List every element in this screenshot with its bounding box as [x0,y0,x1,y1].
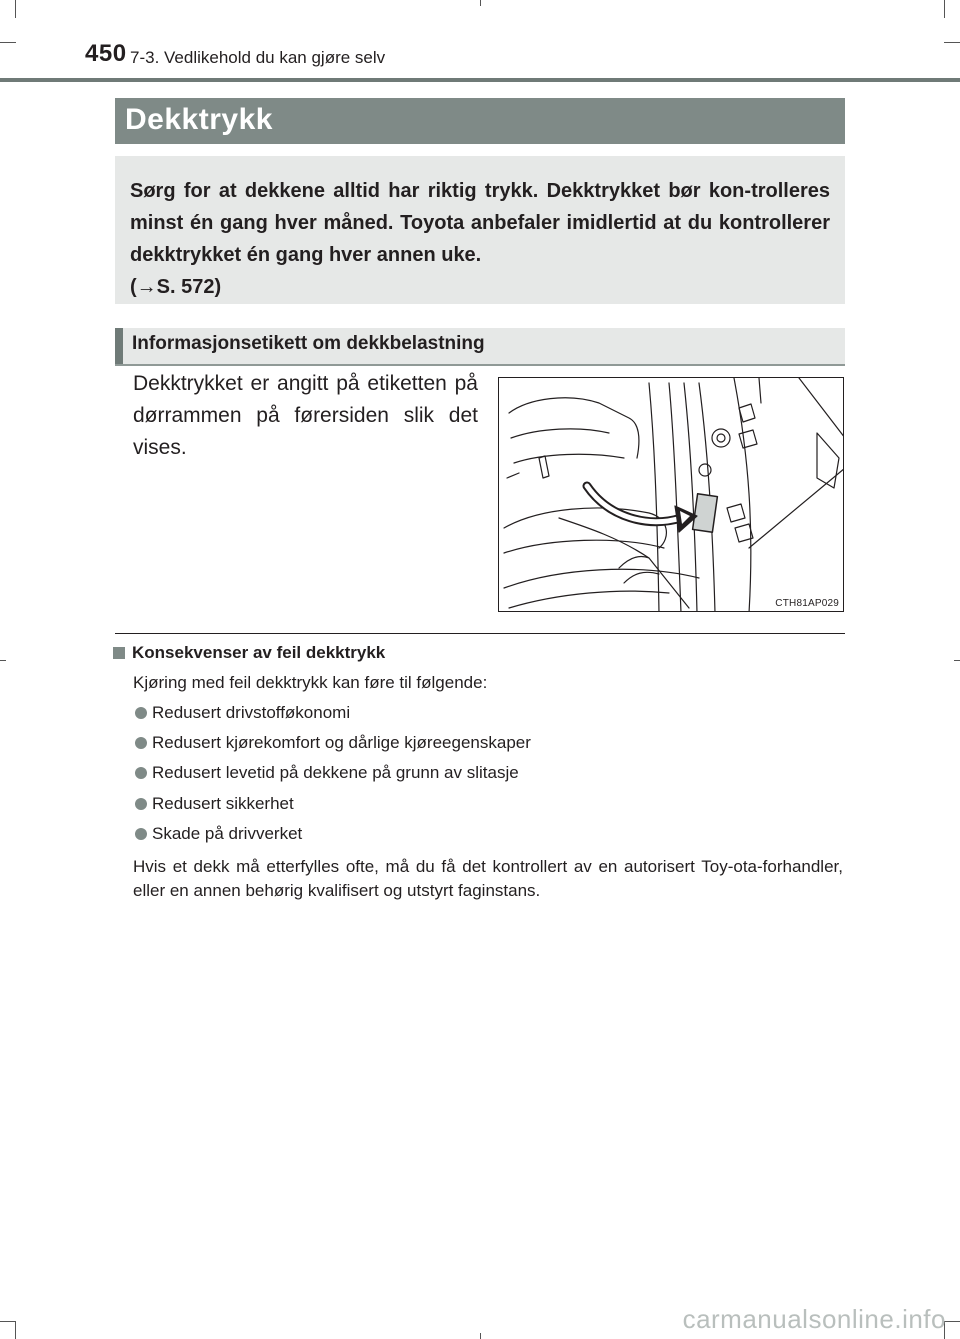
list-item-text: Skade på drivverket [152,824,303,843]
intro-text [130,175,830,303]
intro-box [115,156,845,304]
crop-mark [944,0,945,18]
list-item-text: Redusert drivstofføkonomi [152,703,351,722]
square-bullet-icon [113,647,125,659]
bullet-dot-icon [135,767,147,779]
list-item [135,733,531,753]
consequences-heading [113,643,385,663]
title-banner [115,98,845,144]
list-item-text: Redusert kjørekomfort og dårlige kjøreegenskaper [152,733,531,752]
crop-mark [15,0,16,18]
subsection-body: Dekktrykket er angitt på etiketten på dørrammen på førersiden slik det vises. [133,372,478,459]
crop-mark [480,1333,481,1339]
watermark: carmanualsonline.info [682,1304,946,1334]
subsection-heading [115,328,845,366]
section-header: 7-3. Vedlikehold du kan gjøre selv [130,48,386,67]
page-number: 450 [85,40,127,67]
heading-bar [115,328,123,364]
crop-mark [944,42,960,43]
crop-mark [0,42,16,43]
section-divider [115,633,845,634]
header-rule [0,78,960,82]
closing-paragraph: Hvis et dekk må etterfylles ofte, må du få det kontrollert av en autorisert Toy-ota-forhandler, eller en annen behørig kvalifisert og utstyrt faginstans. [133,857,843,900]
list-item [135,703,350,723]
list-item-text: Redusert levetid på dekkene på grunn av slitasje [152,763,519,782]
bullet-dot-icon [135,798,147,810]
subsection-heading-text: Informasjonsetikett om dekkbelastning [132,333,485,354]
bullet-dot-icon [135,828,147,840]
crop-mark [480,0,481,6]
figure-code: CTH81AP029 [775,598,839,609]
page-title: Dekktrykk [125,103,273,136]
crop-mark [15,1321,16,1339]
crop-mark [954,660,960,661]
intro-reference: (→S. 572) [130,276,222,298]
crop-mark [0,660,6,661]
bullet-dot-icon [135,707,147,719]
consequences-lead: Kjøring med feil dekktrykk kan føre til følgende: [133,673,488,692]
crop-mark [944,1321,960,1322]
bullet-dot-icon [135,737,147,749]
list-item [135,794,294,814]
door-frame-drawing [499,378,844,612]
list-item [135,763,519,783]
list-item [135,824,302,844]
intro-body: Sørg for at dekkene alltid har riktig trykk. Dekktrykket bør kon-trolleres minst én gang hver måned. Toyota anbefaler imidlertid at du kontrollerer dekktrykket én gang hver annen uke. [130,180,830,266]
list-item-text: Redusert sikkerhet [152,794,294,813]
tire-label-sticker [693,494,718,532]
door-frame-illustration [498,377,844,612]
consequences-heading-text: Konsekvenser av feil dekktrykk [132,643,386,662]
crop-mark [0,1321,16,1322]
